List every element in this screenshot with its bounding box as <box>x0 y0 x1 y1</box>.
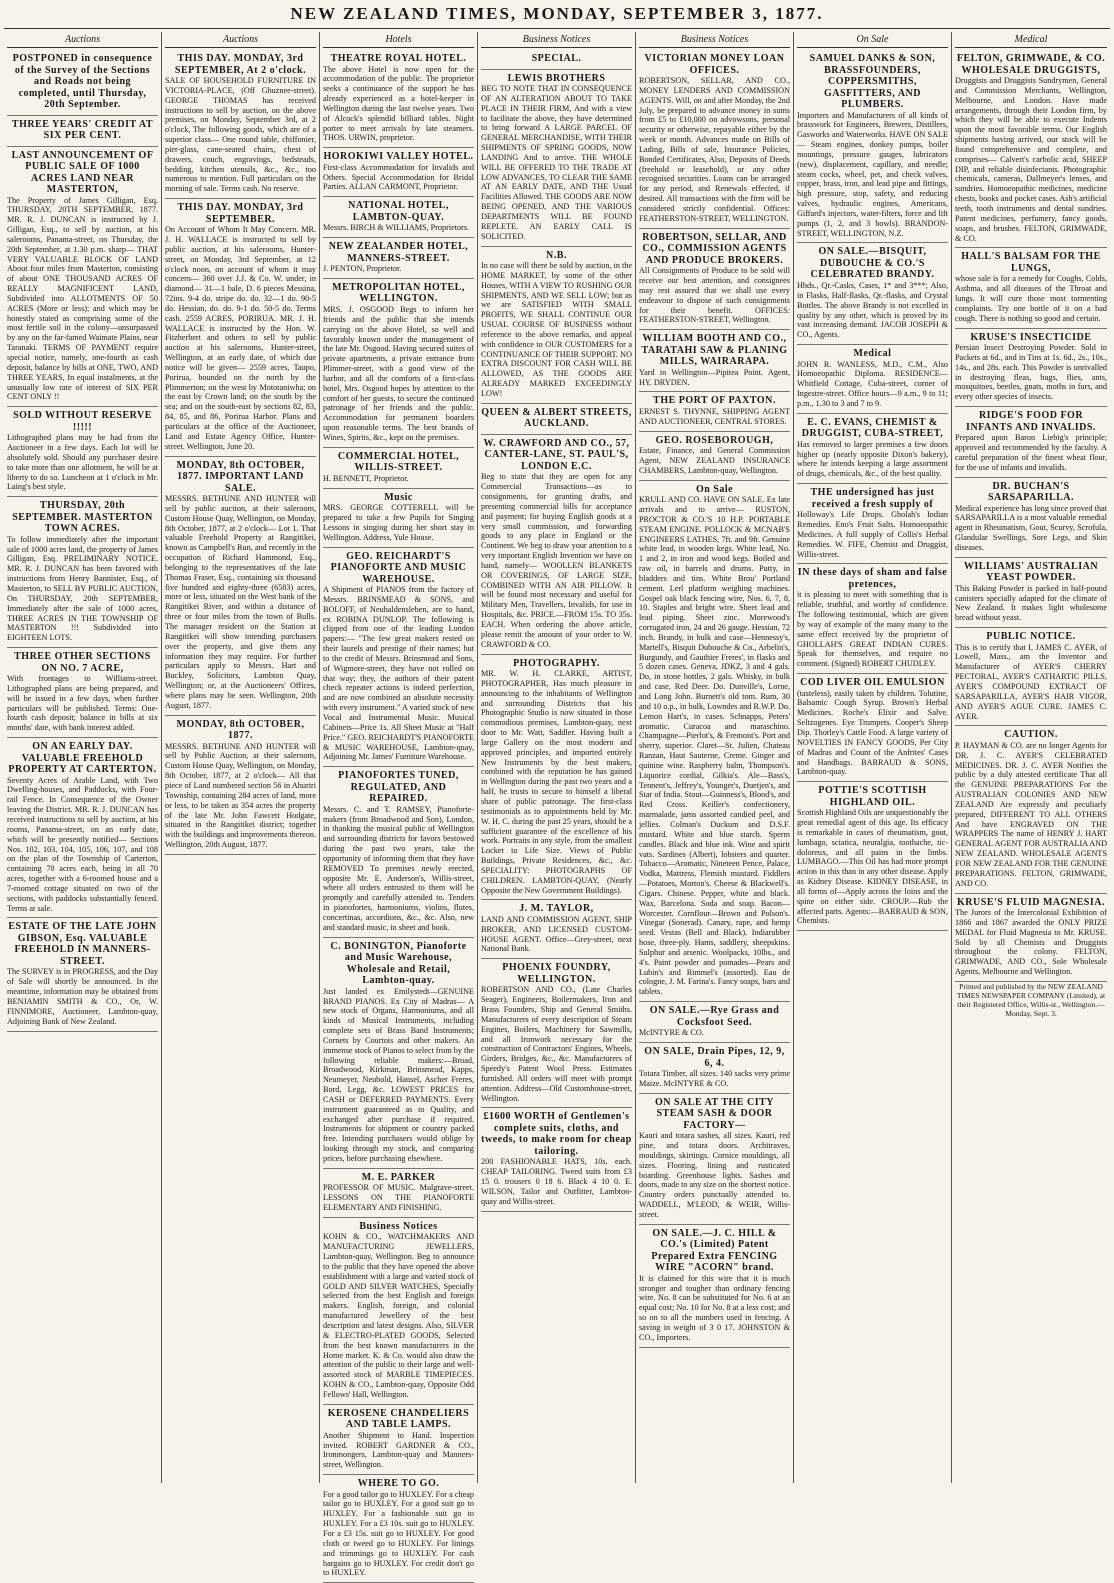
advertisement-body: A Shipment of PIANOS from the factory of Messrs. BRINSMEAD & SONS, and BOLOFF, of Neuhaldensleben, are to hand, ex ROBINA DUNLOP. The following is clipped from one of the leading London papers:— "The few great makers rested on their laurels and prestige of their names; but to the credit of Messrs. Brinsmead and Sons, of Wigmore-street, they have not rolled on that way; they, the authors of their patent check repeater actions is indeed perfection, and are now combined an absolute necessity with every instrument." A varied stock of new Vocal and Instrumental Music. Musical Cabinets—Price 1s. All Sheet Music at "Half Price." GEO. REICHARDT'S PIANOFORTE & MUSIC WAREHOUSE, Lambton-quay, Adjoining Mr. James' Furniture Warehouse. <box>323 585 474 762</box>
advertisement-title: HOROKIWI VALLEY HOTEL. <box>323 151 474 163</box>
advertisement-body: Messrs. BIRCH & WILLIAMS, Proprietors. <box>323 223 470 233</box>
advertisement-body: Beg to state that they are open for any Commercial Transactions—as to consignments, for granting drafts, and presenting commercial bills for acceptance and payment; for buying English goods at a very small commission, and forwarding goods to any place in England or the Continent. We beg to draw your attention to a very important English Invention we have on hand, namely— WOOLLEN BLANKETS OR COVERINGS, OF LARGE SIZE, COMBINED WITH AN AIR PILLOW. It will be found most necessary and useful for Military Men, Travellers, Invalids, for use in Hospitals, &c. PRICE.—FROM 15s. TO 35s. EACH. When ordering the above article, please remit the amount of your order to W. CRAWFORD & CO. <box>481 472 632 649</box>
advertisement <box>481 1108 632 1211</box>
advertisement-body: All Consignments of Produce to be sold will receive our best attention, and consignees may rest assured that we shall use every endeavour to dispose of such consignments for their benefit. OFFICES: FEATHERSTON-STREET, Wellington. <box>639 266 790 325</box>
advertisement <box>797 414 948 484</box>
advertisement <box>323 938 474 1169</box>
advertisement <box>639 1225 790 1348</box>
advertisement-body: MESSRS. BETHUNE AND HUNTER will sell by Public Auction, at their saleroom, Custom House Quay, Wellington, on Monday, 8th October, 1877, at 2 o'clock— All that piece of Land numbered section 56 in Ahuriri Township, containing 284 acres of land, more or less, to be taken as 354 acres the property of the late Mr. John Fawcett Hodgate, situated in the Rangitikei district; together with the buildings and improvements thereon. Wellington, 20th August, 1877. <box>165 741 316 850</box>
advertisement-body: PROFESSOR OF MUSIC. Mulgrave-street. LESSONS ON THE PIANOFORTE ELEMENTARY AND FINISHING. <box>323 1183 474 1213</box>
advertisement <box>955 407 1107 477</box>
advertisement-title: W. CRAWFORD AND CO., 57, CANTER-LANE, ST. PAUL'S, LONDON E.C. <box>483 437 630 472</box>
advertisement-title: VICTORIAN MONEY LOAN OFFICES. <box>644 53 785 76</box>
advertisement-body: With frontages to Williams-street. Lithographed plans are being prepared, and will be issued in a few days, when further particulars will be published. Terms: One-fourth cash deposit; balance in bills at six months' date, with bank interest added. <box>7 674 158 733</box>
advertisement <box>7 918 158 1031</box>
advertisement <box>639 481 790 1003</box>
advertisement-body: The SURVEY is in PROGRESS, and the Day of Sale will shortly be announced. In the meantime, information may be obtained from BENJAMIN SMITH & CO., Or, W. FINNIMORE, Auctioneer, Lambton-quay, Adjoining Bank of New Zealand. <box>7 967 158 1026</box>
advertisement-title: M. E. PARKER <box>361 1171 436 1183</box>
advertisement <box>7 116 158 147</box>
advertisement-title: LAST ANNOUNCEMENT OF PUBLIC SALE OF 1000 ACRES LAND NEAR MASTERTON, <box>11 149 154 195</box>
advertisement-title: C. BONINGTON, Pianoforte and Music Warehouse, Wholesale and Retail, Lambton-quay. <box>330 940 467 987</box>
advertisement-title: LEWIS BROTHERS <box>507 72 606 84</box>
advertisement-title: THIS DAY. MONDAY, 3rd SEPTEMBER. <box>177 202 304 225</box>
advertisement-title: IN these days of sham and false pretences, <box>797 567 948 590</box>
advertisement <box>639 432 790 481</box>
advertisement-title: PHOTOGRAPHY. <box>513 657 600 669</box>
advertisement-body: MESSRS. BETHUNE AND HUNTER will sell by public auction, at their saleroom, Custom House Quay, Wellington, on Monday, 8th October, 1877, at 2 o'clock— Lot 1. That valuable Freehold Property at Rangitikei, known as Campbell's Run, and recently in the occupation of Richard Hammond, Esq., belonging to the representatives of the late Thomas Fraser, Esq., containing six thousand five hundred and eighty-three (6583) acres, more or less, situated on the West bank of the Rangitikei River, and within a distance of three or four miles from the town of Bulls. The manager resident on the Station at Rangitikei will show intending purchasers over the property, and give them any information they may require. For further particulars apply to Messrs. Hart and Buckley, Solicitors, Lambton Quay, Wellington; or, at the Auctioneers' Offices, where plans may be seen. Wellington, 20th August, 1877. <box>165 494 316 710</box>
column-heading: Hotels <box>323 32 474 48</box>
advertisement <box>481 959 632 1108</box>
advertisement <box>481 655 632 901</box>
advertisement-body: The Jurors of the Intercolonial Exhibition of 1866 and 1867 awarded the ONLY PRIZE MEDAL for Fluid Magnesia to Mr. KRUSE. Sold by all Chemists and Druggists throughout the colony. FELTON, GRIMWADE, AND CO., Sole Wholesale Agents, Melbourne and Wellington. <box>955 908 1107 977</box>
column-3 <box>320 32 478 1578</box>
advertisement <box>639 229 790 331</box>
advertisement-body: JOHN R. WANLESS, M.D., C.M., Also Homoeopathic Diploma. RESIDENCE—Whitfield Cottage, Cuba-street, corner of Ingestre-street. Office hours—9 a.m., 9 to 11; p.m., 1.30 to 3 and 7 to 9. <box>797 359 948 408</box>
advertisement-body: Medical experience has long since proved that SARSAPARILLA is a most valuable remedial agent in Rheumatism, Gout, Scurvy, Scrofula, Glandular Swellings, Sore Legs, and Skin diseases. <box>955 503 1107 552</box>
advertisement <box>481 404 632 435</box>
advertisement-title: THE undersigned has just received a fresh supply of <box>810 487 935 510</box>
advertisement-body: It is claimed for this wire that it is much stronger and tougher than ordinary fencing wire. No. 8 can be substituted for No. 6 at an equal cost; No. 10 for No. 8 at a less cost; and so on to all the numbers used in fencing. A saving in weight of 3 0 17. JOHNSTON & CO., Importers. <box>639 1273 790 1342</box>
advertisement <box>797 345 948 414</box>
advertisement-body: McINTYRE & CO. <box>639 1028 704 1038</box>
advertisement-title: WILLIAMS' AUSTRALIAN YEAST POWDER. <box>963 560 1099 584</box>
advertisement <box>955 50 1107 248</box>
advertisement-body: Lithographed plans may be had from the Auctioneer in a few days. Each lot will be absolutely sold. Should any purchaser desire to take more than one allotment, he will be at liberty to do so. Luncheon at 1 o'clock in Mr. Laing's best style. <box>7 433 158 492</box>
advertisement <box>323 197 474 238</box>
masthead: NEW ZEALAND TIMES, MONDAY, SEPTEMBER 3, 1877. <box>290 4 824 23</box>
advertisement-body: Messrs. C. and T. RAMSEY, Pianoforte-makers (from Broadwood and Son), London, in thanking the musical public of Wellington and surrounding districts for favors bestowed during the past two years, take the opportunity of informing them that they have REMOVED To premises newly erected, opposite Mr. E. Anderson's, Willis-street, where all orders entrusted to them will be promptly and carefully attended to. Tenders in pianofortes, harmoniums, violins, flutes, concertinas, accordions, &c., &c. Also, new and standard music, in sheet and book. <box>323 804 474 932</box>
advertisement-title: Business Notices <box>359 1220 438 1232</box>
advertisement <box>639 1094 790 1225</box>
advertisement-body: MR. W. H. CLARKE, ARTIST, PHOTOGRAPHER, Has much pleasure in announcing to the inhabitants of Wellington and surrounding Districts that his Photographic Studio is now situated in those commodious premises, Lambton-quay, next door to Mr. Watt, Saddler. Having built a large Gallery on the most modern and approved principles, and imported entirely New Instruments by the best makers, combined with the reputation he has gained in Wellington during the past two years and a half, he trusts to secure to himself a liberal share of public patronage. The first-class testimonials as to appointments held by Mr. W. H. C. during the past 25 years, should be a sufficient guarantee of the excellence of his work. Portraits in any style, from the smallest Locket to Life Size. Views of Public Buildings, Private Residences, &c., &c. SPECIALITY: PHOTOGRAPHS OF CHILDREN. LAMBTON-QUAY, (Nearly Opposite the New Government Buildings). <box>481 669 632 895</box>
advertisement <box>955 478 1107 558</box>
advertisement-title: ESTATE OF THE LATE JOHN GIBSON, Esq. VALUABLE FREEHOLD IN MANNERS-STREET. <box>8 921 157 967</box>
advertisement-body: Holloway's Life Drops. Gholah's Indian Remedies. Eno's Fruit Salts. Homoeopathic Medicines. A full supply of Collis's Herbal Remedies. W. FIFE, Chemist and Druggist, Willis-street. <box>797 510 948 559</box>
advertisement <box>323 279 474 448</box>
advertisement-title: NATIONAL HOTEL, LAMBTON-QUAY. <box>348 200 449 223</box>
advertisement-body: ROBERTSON AND CO., (Late Charles Seager), Engineers, Boilermakers, Iron and Brass Founders, Ship and General Smiths. Manufacturers of every description of Steam Engines, Boilers, Machinery for Sawmills, and all Ironwork necessary for the construction of Contractors' Engines, Wheels, Girders, Bridges, &c., &c. Manufacturers of Speedy's Patent Wool Press. Estimates furnished. All orders will meet with prompt attention. Address—Old Customhouse-street, Wellington. <box>481 985 632 1103</box>
advertisement-title: THREE YEARS' CREDIT AT SIX PER CENT. <box>11 118 154 141</box>
advertisement-title: SOLD WITHOUT RESERVE !!!!! <box>13 410 152 433</box>
advertisement-body: To follow immediately after the important sale of 1000 acres land, the property of James Gilligan, Esq. PRELIMINARY NOTICE. MR. R. J. DUNCAN has been favored with instructions from Henry Bannister, Esq., of Masterton, to SELL BY PUBLIC AUCTION, On THURSDAY, 20th SEPTEMBER, Immediately after the sale of 1000 acres, THREE ACRES IN THE TOWNSHIP OF MASTERTON !!! Subdivided into EIGHTEEN LOTS. <box>7 534 158 643</box>
column-5 <box>636 32 794 1483</box>
advertisement <box>797 782 948 931</box>
column-4 <box>478 32 636 1483</box>
advertisement-title: N.B. <box>546 249 567 261</box>
advertisement-body: Estate, Finance, and General Commission Agent, NEW ZEALAND INSURANCE CHAMBERS, Lambton-quay, Wellington. <box>639 446 790 475</box>
advertisement-title: WILLIAM BOOTH AND CO., TARATAHI SAW & PLANING MILLS, WAIRARAPA. <box>641 333 788 368</box>
advertisement <box>323 1218 474 1405</box>
advertisement <box>481 50 632 70</box>
column-7 <box>952 32 1110 1483</box>
advertisement <box>323 1169 474 1218</box>
advertisement-body: MRS. GEORGE COTTERELL will be prepared to take a few Pupils for Singing Lessons in singing during her short stay in Wellington. Address, Yule House. <box>323 503 474 542</box>
advertisement-body: This Baking Powder is packed in half-pound canisters specially adapted for the climate of New Zealand. It makes light wholesome bread without yeast. <box>955 583 1107 623</box>
advertisement-title: COD LIVER OIL EMULSION <box>800 677 945 689</box>
advertisement-body: First-class Accommodation for Invalids and Others. Special Accommodation for Bridal Parties. ALLAN CARMONT, Proprietor. <box>323 162 474 192</box>
column-heading: Auctions <box>165 32 316 48</box>
advertisement-body: Totara Timber, all sizes. 140 sacks very prime Maize. McINTYRE & CO. <box>639 1069 790 1088</box>
advertisement <box>7 497 158 648</box>
advertisement <box>323 1475 474 1583</box>
advertisement-title: PIANOFORTES TUNED, REGULATED, AND REPAIRED. <box>338 770 459 805</box>
advertisement <box>323 767 474 937</box>
advertisement <box>955 329 1107 408</box>
advertisement-body: KOHN & CO., WATCHMAKERS AND MANUFACTURING JEWELLERS, Lambton-quay, Wellington. Beg to announce to the public that they have opened the above establishment with a large and varied stock of GOLD AND SILVER WATCHES, Specially selected from the best English and foreign makers. English, foreign, and colonial manufactured Jewellery of the best description and latest designs. Also, SILVER & ELECTRO-PLATED GOODS, Selected from the best known manufacturers in the Home market. K. & Co. would also draw the attention of the public to their large and well-assorted stock of MARBLE TIMEPIECES. KOHN & CO., Lambton-quay, Opposite Odd Fellows' Hall, Wellington. <box>323 1232 474 1399</box>
advertisement-body: Druggists and Druggists Sundrymen, General and Commission Merchants, Wellington, Melbourne, and London. Have made arrangements, through their London firm, by which they will be able to execute Indents upon the most favorable terms. Our English shipments having arrived, our stock will be found comprehensive and complete, and comprises— Calvert's carbolic acid, SHEEP DIP, and reliable disinfectants. Photographic chemicals, cameras, Dallmeyer's lenses, and sundries. Homoeopathic medicines, medicine chests, books and pocket cases. Ash's artificial teeth, tooth instruments and dental sundries. Patent medicines, perfumery, fancy goods, soaps, and brushes. FELTON, GRIMWADE, & CO. <box>955 76 1107 243</box>
advertisement <box>955 558 1107 628</box>
advertisement-title: J. M. TAYLOR, <box>519 903 594 915</box>
masthead-rule <box>4 28 1110 29</box>
advertisement-body: Seventy Acres of Arable Land, with Two Dwelling-houses, and Paddocks, with Four-rail Fence. In Consequence of the Owner leaving the District. MR. R. J. DUNCAN has received instructions to sell by auction, at his rooms, Panama-street, on an early date, which will be presently notified— Sections Nos. 102, 103, 104, 105, 106, 107, and 108 on the plan of the Township of Carterton, containing 70 acres each, being in all 70 acres, together with a 6-roomed house and a 7-roomed cottage situated on two of the sections, with paddocks substantially fenced. Terms at sale. <box>7 775 158 913</box>
advertisement-title: MONDAY, 8th OCTOBER, 1877. <box>176 718 305 742</box>
advertisement <box>323 489 474 548</box>
advertisement-title: THURSDAY, 20th SEPTEMBER. MASTERTON TOWN ACRES. <box>12 500 153 535</box>
advertisement <box>639 1002 790 1043</box>
advertisement-title: THIS DAY. MONDAY, 3rd SEPTEMBER, At 2 o'clock. <box>174 53 307 76</box>
column-heading: Business Notices <box>481 32 632 48</box>
advertisement-title: E. C. EVANS, CHEMIST & DRUGGIST, CUBA-STREET, <box>801 416 944 440</box>
column-heading: On Sale <box>797 32 948 48</box>
advertisement-body: J. PENTON, Proprietor. <box>323 264 402 274</box>
advertisement-body: In no case will there be sold by auction, in the HOME MARKET, by some of the other Houses, WITH A VIEW TO RUSHING OUR SHIPMENTS, AND WE SELL LOW; but as we are SATISFIED WITH SMALL PROFITS, WE SHALL CONTINUE OUR USUAL COURSE OF BUSINESS without reference to the above remarks, and appeal with confidence to OUR CUSTOMERS for a CONTINUANCE OF THEIR SUPPORT. NO EXTRA DISCOUNT FOR CASH WILL BE ALLOWED, AS THE GOODS ARE ALREADY MARKED EXCEEDINGLY LOW! <box>481 261 632 398</box>
advertisement-title: On Sale <box>695 483 734 495</box>
advertisement-body: Kauri and totara sashes, all sizes. Kauri, red pine, and totara doors. Architraves, mouldings, skirtings. Cornice mouldings, all sizes. Flooring, lining and rusticated boarding. Greenhouse lights. Sashes and doors, made to any size on the shortest notice. Country orders punctually attended to. WADDELL, M'LEOD, & WEIR, Willis-street. <box>639 1131 790 1219</box>
advertisement-body: Persian Insect Destroying Powder. Sold in Packets at 6d., and in Tins at 1s. 6d., 2s., 10s., 14s., and 28s. each. This Powder is unrivalled in destroying fleas, bugs, flies, ants, mosquitoes, beetles, gnats, moths in furs, and every other species of insects. <box>955 343 1107 402</box>
printer-imprint: Printed and published by the NEW ZEALAND TIMES NEWSPAPER COMPANY (Limited), at their Registered Office, Willis-st., Wellington.—Monday, Sept. 3. <box>956 981 1106 1019</box>
advertisement <box>323 238 474 279</box>
advertisement-title: KRUSE'S FLUID MAGNESIA. <box>957 896 1105 908</box>
column-1 <box>4 32 162 1483</box>
column-heading: Auctions <box>7 32 158 48</box>
advertisement-title: KEROSENE CHANDELIERS AND TABLE LAMPS. <box>327 1407 470 1431</box>
advertisement-title: ON SALE.—Rye Grass and Cocksfoot Seed. <box>649 1005 780 1028</box>
advertisement-body: BEG TO NOTE THAT IN CONSEQUENCE OF AN ALTERATION ABOUT TO TAKE PLACE IN THEIR FIRM, And with a view to facilitate the above, they have determined to bring forward A LARGE PARCEL OF GENERAL MERCHANDISE, WITH THEIR SHIPMENTS OF SPRING GOODS, NOW LANDING And to arrive. THE WHOLE WILL BE OFFERED TO THE TRADE AT LOW ADVANCES, TO CLEAR THE SAME AT AN EARLY DATE, AND THE Usual Facilities Allowed. THE GOODS ARE NOW BEING OPENED, AND THE VARIOUS DEPARTMENTS WILL BE FOUND REPLETE. AN EARLY CALL IS SOLICITED. <box>481 84 632 241</box>
advertisement-body: Another Shipment to Hand. Inspection invited. ROBERT GARDNER & CO., Ironmongers, Lambton-quay and Manners-street, Wellington. <box>323 1430 474 1470</box>
advertisement-title: SPECIAL. <box>531 53 582 64</box>
advertisement-title: NEW ZEALANDER HOTEL, MANNERS-STREET. <box>328 241 469 264</box>
advertisement-title: QUEEN & ALBERT STREETS, AUCKLAND. <box>481 406 632 430</box>
advertisement-title: ON SALE, Drain Pipes, 12, 9, 6, 4. <box>644 1046 785 1069</box>
advertisement <box>955 726 1107 893</box>
advertisement-body: SALE OF HOUSEHOLD FURNITURE IN VICTORIA-PLACE, (Off Ghuznee-street). GEORGE THOMAS has received instructions to sell by auction, on the above premises, on Monday, September 3rd, at 2 o'clock, The following goods, which are of a superior class— One round table, chiffonier, pier-glass, cane-seated chairs, chest of drawers, couch, engravings, bedsteads, bedding, kitchen utensils, &c., &c., too numerous to mention. Full particulars on the morning of sale. Terms cash. No reserve. <box>165 76 316 194</box>
advertisement <box>165 50 316 199</box>
advertisement <box>955 248 1107 328</box>
advertisement-body: Scottish Highland Oils are unquestionably the great remedial agent of this age. Its efficacy is remarkable in cases of rheumatism, gout, lumbago, sciatica, neuralgia, toothache, tic-doloreux, and all pains in the limbs. LUMBAGO.—This Oil has had more prompt action in this than in any other disease. Apply as Kidney Disease. KIDNEY DISEASE, in all forms of—Apply across the loins and the spine on either side. CROUP.—Rub the affected parts. Agents:—BARRAUD & SON, Chemists. <box>797 808 948 926</box>
advertisement-body: The above Hotel is now open for the accommodation of the public. The proprietor seeks a continuance of the support he has already experienced as a hotel-keeper in Wellington during the last twelve years. Two of Alcock's splendid billiard tables. Night porter to meet arrivals by late steamers. THOS. URWIN, proprietor. <box>323 64 474 143</box>
advertisement <box>797 564 948 674</box>
advertisement-body: On Account of Whom It May Concern. MR. J. H. WALLACE is instructed to sell by public auction, at his salerooms, Hunter-street, on Monday, 3rd September, at 12 o'clock noon, on account of whom it may concern— 360 over J.J. & Co. W. under, in diamond— 31—1 bale, D. 6 pieces Messina, 72ins. 9-4 do. stripe do. do. 32—1 do. 90-5 do. Hessian, do. do. 9-1 do. 50-5 do. Terms cash. 2559 ACRES, PORIRUA. MR. J. H. WALLACE is instructed by the Hon. W. Fitzherbert and others to sell by public auction at his salerooms, Hunter-street, Wellington, at an early date, of which due notice will be given— 2559 acres, Taupo, Porirua, bounded on the north by the Plimmerton; on the west by Mototaniwha; on the east by Crown land; on the south by the sea; and on the south-east by sections 82, 83, 84, 85, and 86, Porirua Harbor. Plans and particulars at the office of the Auctioneer, Land and Estate Agency Office, Hunter-street. Wellington, June 20. <box>165 225 316 451</box>
advertisement-body: ERNEST S. THYNNE, SHIPPING AGENT AND AUCTIONEER, CENTRAL STORES. <box>639 406 790 426</box>
advertisement <box>323 1405 474 1475</box>
advertisement-title: METROPOLITAN HOTEL, WELLINGTON. <box>332 281 465 305</box>
advertisement-body: P. HAYMAN & CO. are no longer Agents for DR. J. C. AYER'S CELEBRATED MEDICINES. DR. J. C. AYER Notifies the public by a duly attested certificate That all the GENUINE PREPARATIONS For the AUSTRALIAN COLONIES AND NEW ZEALAND Are expressly and peculiarly prepared, DIFFERENT TO ALL OTHERS And have ENGRAVED ON THE WRAPPERS The name of HENRY J. HART GENERAL AGENT FOR AUSTRALIA AND NEW ZEALAND. WHOLESALE AGENTS FOR NEW ZEALAND FOR THE GENUINE PREPARATIONS. FELTON, GRIMWADE, AND CO. <box>955 740 1107 888</box>
advertisement <box>165 199 316 456</box>
advertisement-title: ROBERTSON, SELLAR, AND CO., COMMISSION AGENTS AND PRODUCE BROKERS. <box>642 231 787 266</box>
advertisement-title: FELTON, GRIMWADE, & CO. WHOLESALE DRUGGISTS, <box>956 53 1106 76</box>
advertisement <box>323 50 474 148</box>
advertisement <box>481 70 632 247</box>
advertisement-body: ROBERTSON, SELLAR, AND CO., MONEY LENDERS AND COMMISSION AGENTS. Will, on and after Monday, the 2nd July, be prepared to advance money in sums from £5 to £10,000 on advowsons, personal security or otherwise, repayable either by the week or month. Advances made on Bills of Lading, Bills of sale, Insurance Policies, Bonded Certificates, Also, Deposits of Deeds (freehold or leasehold), or any other recognised securities. Loans can be arranged for any period, and Renewals effected, if desired. All transactions with the firm will be considered strictly confidential. Offices: FEATHERSTON-STREET, WELLINGTON. <box>639 76 790 223</box>
advertisement <box>639 50 790 229</box>
advertisement <box>955 628 1107 726</box>
advertisement-title: THE PORT OF PAXTON. <box>653 395 776 407</box>
advertisement-body: Just landed ex Emilystedt—GENUINE BRAND PIANOS. Ex City of Madras— A new stock of Organs, Harmoniums, and all kinds of Musical Instruments, including complete sets of Brass Band Instruments; Cornets by Courtois and other makers. An immense stock of Pianos to select from by the following reliable makers:—Broad, Broadwood, Kirkman, Brinsmead, Kapps, Neumeyer, Neubold, Hansel, Ascher Freres, Bord, Legg, &c. LOWEST PRICES for CASH or DEFERRED PAYMENTS. Every instrument guaranteed as to Quality, and exchanged after purchase if required. Instruments for shipment or country packed free. Intending purchasers would oblige by looking through my stock, and comparing prices, before purchasing elsewhere. <box>323 986 474 1163</box>
advertisement-title: PUBLIC NOTICE. <box>986 631 1076 643</box>
advertisement-title: ON AN EARLY DAY. VALUABLE FREEHOLD PROPERTY AT CARTERTON. <box>8 741 157 776</box>
advertisement-title: SAMUEL DANKS & SON, BRASSFOUNDERS, COPPERSMITHS, GASFITTERS, AND PLUMBERS. <box>809 53 936 110</box>
advertisement <box>323 448 474 489</box>
advertisement-body: The Property of James Gilligan, Esq. THURSDAY, 20TH SEPTEMBER, 1877. MR. R. J. DUNCAN is instructed by J. Gilligan, Esq., to sell by auction, at his salerooms, Panama-street, on Thursday, the 20th September, at 1.30 p.m. sharp— THAT VERY VALUABLE BLOCK OF LAND About four miles from Masterton, consisting of about ONE THOUSAND ACRES OF REALLY MAGNIFICENT LAND, Subdivided into ALLOTMENTS OF 50 ACRES (More or less); and which may be honestly stated as comprising some of the most fertile soil in the colony—unsurpassed by any on the far-famed Waimate Plains, near Taranaki. TERMS OF PAYMENT require special notice, namely, one-fourth as cash deposit, balance by bills at ONE, TWO, AND THREE YEARS, In equal instalments, at the unusually low rate of interest of SIX PER CENT ONLY !! <box>7 195 158 402</box>
advertisement <box>7 407 158 497</box>
advertisement <box>955 894 1107 982</box>
advertisement <box>7 147 158 408</box>
advertisement <box>7 648 158 738</box>
advertisement <box>639 1043 790 1094</box>
advertisement-title: POSTPONED in consequence of the Survey of the Sections and Roads not being completed, until Thursday, 20th September. <box>12 53 153 110</box>
advertisement-body: Hhds., Qr.-Casks, Cases, 1* and 3***; Also, in Flasks, Half-flasks, Qr.-flasks, and Crystal Bottles. The above Brandy is not excelled in quality by any other, which is proved by its vast increasing demand. JACOB JOSEPH & CO., Agents. <box>797 280 948 340</box>
advertisement-title: THEATRE ROYAL HOTEL. <box>330 53 467 64</box>
column-heading: Medical <box>955 32 1107 48</box>
advertisement-body: Has removed to larger premises a few doors higher up (nearly opposite Dixon's bakery), where he intends keeping a large assortment of drugs, chemicals, &c., of the best quality. <box>797 439 948 479</box>
advertisement-title: THREE OTHER SECTIONS ON NO. 7 ACRE, <box>14 651 151 674</box>
advertisement-title: WHERE TO GO. <box>357 1478 440 1490</box>
column-6 <box>794 32 952 1483</box>
advertisement <box>639 330 790 392</box>
advertisement <box>323 548 474 768</box>
page-columns <box>4 32 1110 1578</box>
advertisement-body: Prepared upon Baron Liebig's principle; approved and recommended by the faculty. A careful preparation of the finest wheat flour, for the use of infants and invalids. <box>955 433 1107 472</box>
advertisement-title: GEO. REICHARDT'S PIANOFORTE AND MUSIC WAREHOUSE. <box>330 550 467 585</box>
advertisement <box>639 392 790 431</box>
advertisement <box>323 148 474 197</box>
advertisement-body: it is pleasing to meet with something that is reliable, truthful, and worthy of confidence. The following testimonial, which are given by way of example of the many many to the same effect received by the proprietor of GHOLLAH'S GREAT INDIAN CURES. Speak for themselves, and require no comment. (Signed) ROBERT CHUDLEY. <box>797 590 948 669</box>
advertisement-title: Music <box>384 491 413 503</box>
advertisement-title: COMMERCIAL HOTEL, WILLIS-STREET. <box>337 450 460 474</box>
advertisement-title: ON SALE.—BISQUIT, DUBOUCHE & CO.'S CELEBRATED BRANDY. <box>810 246 935 281</box>
advertisement <box>7 738 158 918</box>
advertisement-title: £1600 WORTH of Gentlemen's complete suits, cloths, and tweeds, to make room for cheap tailoring. <box>481 1111 632 1157</box>
advertisement-title: MONDAY, 8th OCTOBER, 1877. IMPORTANT LAND SALE. <box>176 459 305 494</box>
advertisement-body: LAND AND COMMISSION AGENT, SHIP BROKER, AND LICENSED CUSTOM-HOUSE AGENT. Office—Grey-street, next National Bank. <box>481 914 632 954</box>
advertisement-title: DR. BUCHAN'S SARSAPARILLA. <box>987 480 1075 503</box>
column-2 <box>162 32 320 1483</box>
advertisement-body: KRULL AND CO. HAVE ON SALE. Ex late arrivals and to arrive— RUSTON, PROCTOR & CO.'S 10 H.P. PORTABLE STEAM ENGINE. POLLOCK & MCNAB'S ENGINEERS LATHES, 7ft. and 9ft. Genuine white lead, in wooden kegs. White lead, No. 1 and 2, in iron and wood kegs. Boiled and raw oil, in barrels and drums. Putty, in bladders and tins. White Brou' Portland cement. Lerl platform weighing machines. Gospel oak black fencing wire, Nos. 6, 7, 8, 10. Staples and bright wire. Sheet lead and lead piping. Sheet zinc. Morewood's corrugated iron, 24 and 26 gauge. Hessian, 72 inch. Brandy, in bulk and case—Hennessy's, Martell's, Bisquit Dubouche & Co., Arbelin's, Burgundy, and Gauthier Freres', in flasks and 5 dozen cases. Geneva, JDKZ, 3 and 4 gals. Do, in stone bottles, 2 gals. Whisky, in bulk and case, Red Deer. Do. Dunville's, Lorne, and Long John. Burnett's old tom. Rum, 30 and 10 o.p., in bulk, Lowndes and R.W.P. Do. Lemon Hart's, in cases. Schnapps, Peters' aromatic. Curacoa and maraschino. Champagne—Pierlot's, & Fremont's. Port and sherry, superior. Claret—St. Julien, Chateau Ranzan, Haut Sauterne, Creme. Ginger and quinine wine. Raspberry balm, Thompson's. Liquorice cordial, Gilkia's. Ale—Bass's, Tennent's, Jeffrey's, Younger's, Duetjen's, and Star of India. Stout—Guinness's, Blood's, and Red Cross. Keiller's confectionery, marmalade, jams assorted candied peel, and jellies. Colman's Duckum and D.S.F. mustard. White and blue starch. Sperm candles. Black and blue ink. Wine and spirit vats. Sardines (Albert), lobsters and quarter. Tobacco—Aromatic, Nineteen Pence, Palace, Vodka, Mattress, Flemish mustard. Fiddlers—Potatoes, Morton's. Cheese & Blackwell's. Cigars. Chinese. Pepper, white and black. Wax, Barcelona. Soda and soap. Bacon—Worcester. Cornflour—Brown and Polson's. Vinegar (Sonerad). Canary, rape, and hemp seed. Vestas (Bell and Black). Indiarubber hose, three-ply. Hams, saddlery, sheepskins. Sulphur and arsenic. Woolpacks, 10lbs., and 4's. Paint powder and pomades—Pears and Lubin's and Rimmel's (assorted). Eau de cologne, J. M. Farina's. Fancy soaps, bars and tablets. <box>639 495 790 997</box>
advertisement-title: GEO. ROSEBOROUGH, <box>655 434 774 446</box>
advertisement <box>165 716 316 855</box>
advertisement-body: This is to certify that I, JAMES C. AYER, of Lowell, Mass., am the Inventor and Manufacturer of AYER'S CHERRY PECTORAL, AYER'S CATHARTIC PILLS, AYER'S COMPOUND EXTRACT OF SARSAPARILLA, AYER'S HAIR VIGOR, AND AYER'S AGUE CURE. JAMES C. AYER. <box>955 642 1107 721</box>
advertisement-body: For a good tailor go to HUXLEY. For a cheap tailor go to HUXLEY. For a good suit go to HUXLEY. For a fashionable suit go to HUXLEY. For a £3 10s. suit go to HUXLEY. For a £3 15s. suit go to HUXLEY. For good cloth or tweed go to HUXLEY. For linings and trimmings go to HUXLEY. For cash bargains go to HUXLEY. For credit don't go to HUXLEY. <box>323 1489 474 1578</box>
advertisement <box>481 900 632 959</box>
advertisement <box>7 50 158 116</box>
advertisement-body: Importers and Manufacturers of all kinds of brasswork for Engineers, Brewers, Distillers, Gasworks and Waterworks. HAVE ON SALE— Steam engines, donkey pumps, boiler mountings, pressure gauges, lubricators (new), displacement, capillary, and needle; steam cocks, wheel, pet, and check valves, copper, brass, iron, and lead pipe and fittings, high pressure, stop, safety, and reducing valves, hydraulic engines, Americans, Giffard's injectors, water-filters, force and lift pumps (1, 2, and 3 bowls). BRANDON-STREET, WELLINGTON, N.Z. <box>797 110 948 238</box>
advertisement-body: Yard in Wellington—Pipitea Point. Agent, HY. DRYDEN. <box>639 367 790 387</box>
advertisement-body: H. BENNETT, Proprietor. <box>323 473 409 483</box>
advertisement-title: ON SALE.—J. C. HILL & CO.'s (Limited) Patent Prepared Extra FENCING WIRE "ACORN" brand. <box>651 1227 778 1274</box>
advertisement <box>797 50 948 243</box>
advertisement-title: HALL'S BALSAM FOR THE LUNGS, <box>961 251 1101 274</box>
advertisement-body: MRS. J. OSGOOD Begs to inform her friends and the public that she intends carrying on the above Hotel, so well and favorably known under the management of the late Mr. Osgood. Having secured suites of private apartments, a private entrance from Plimmer-street, with a good view of the harbor, and all the comforts of a first-class hotel, Mrs. Osgood hopes by attention to the comfort of her guests, to secure the continued patronage of her friends and the public. Accommodation for permanent boarders upon reasonable terms. The best brands of Wines, Spirits, &c., kept on the premises. <box>323 304 474 442</box>
advertisement-title: ON SALE AT THE CITY STEAM SASH & DOOR FACTORY— <box>655 1096 774 1131</box>
advertisement <box>481 247 632 404</box>
advertisement-title: POTTIE'S SCOTTISH HIGHLAND OIL. <box>818 785 927 808</box>
column-heading: Business Notices <box>639 32 790 48</box>
advertisement-body: 200 FASHIONABLE HATS, 10s. each. CHEAP TAILORING. Tweed suits from £3 15 0. trousers 0 18 6. Black 4 10 0. E. WILSON, Tailor and Outfitter, Lambton-quay and Willis-street. <box>481 1157 632 1206</box>
advertisement-body: (tasteless), easily taken by children. Tolutine, Balsamic Cough Syrup. Brown's Herbal Medicines. Roche's Elixir and Salve. Seltzogenes. Eye Trumpets. Cooper's Sheep Dip. Thorley's Cattle Food. A large variety of NOVELTIES IN FANCY GOODS, Per City of Madras and Count of the Anfrites' Cases and Handbags. BARRAUD & SONS, Lambton-quay. <box>797 688 948 777</box>
advertisement-body: whose sale is for a remedy for Coughs, Colds, Asthma, and all diseases of the Throat and lungs. It will cure those most tormenting complaints. Try one bottle of it on a bad cough. There is nothing so good and certain. <box>955 274 1107 323</box>
advertisement <box>481 435 632 655</box>
advertisement-title: RIDGE'S FOOD FOR INFANTS AND INVALIDS. <box>966 410 1096 433</box>
advertisement-title: PHOENIX FOUNDRY, WELLINGTON. <box>502 962 611 985</box>
advertisement <box>797 674 948 782</box>
advertisement-title: KRUSE'S INSECTICIDE <box>970 331 1092 343</box>
advertisement <box>797 484 948 564</box>
advertisement-title: CAUTION. <box>1004 729 1058 741</box>
advertisement-title: Medical <box>853 348 892 360</box>
advertisement <box>165 457 316 716</box>
advertisement <box>797 243 948 345</box>
